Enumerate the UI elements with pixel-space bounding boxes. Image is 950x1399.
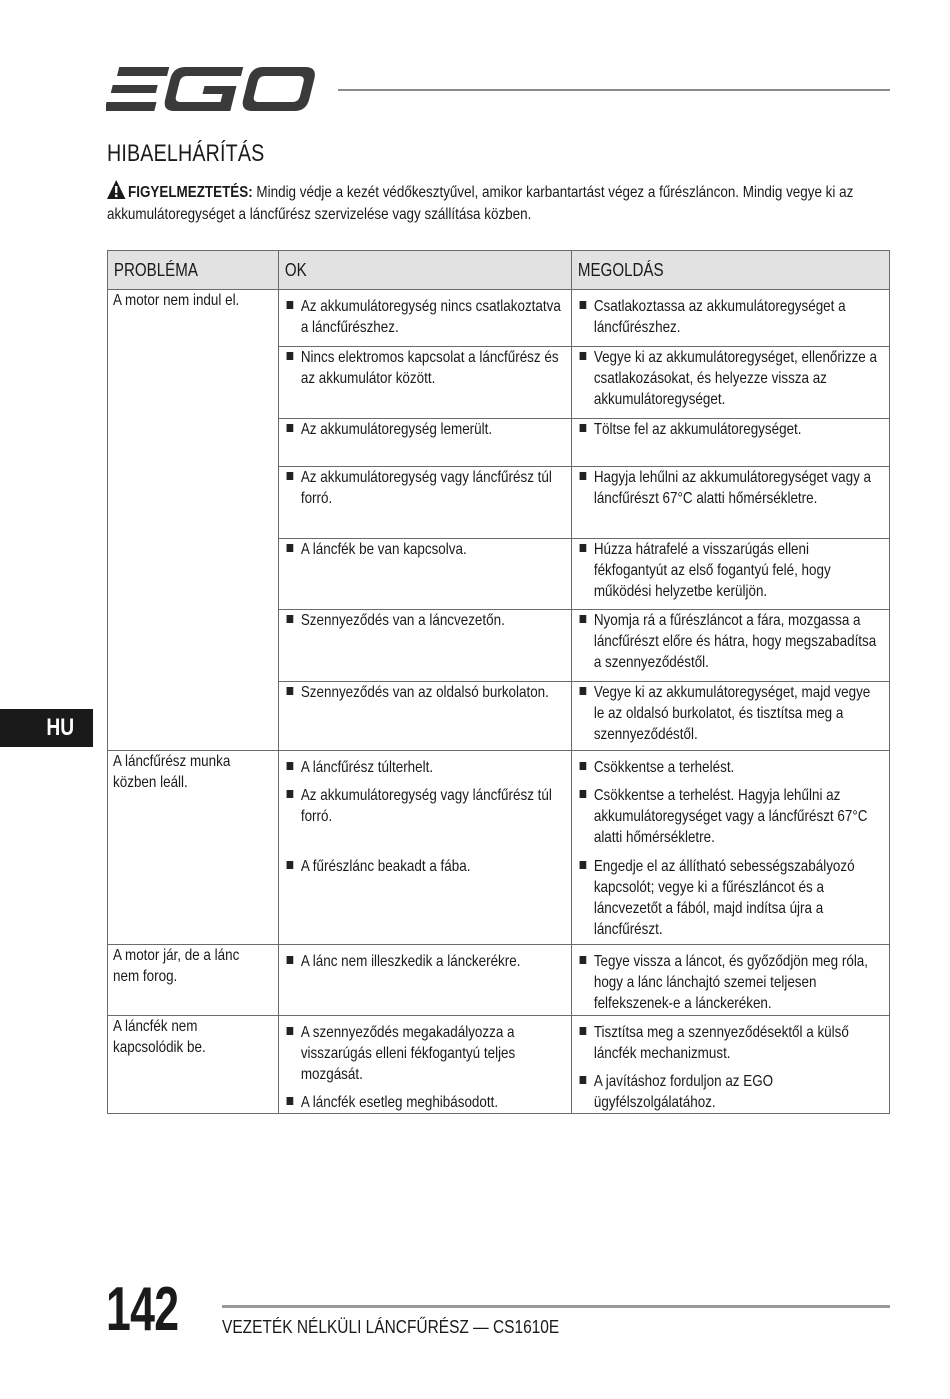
header-rule (338, 89, 890, 91)
footer-title: VEZETÉK NÉLKÜLI LÁNCFŰRÉSZ — CS1610E (222, 1317, 560, 1337)
cause-cell: A láncfék be van kapcsolva. (279, 539, 572, 610)
solution-cell: Nyomja rá a fűrészláncot a fára, mozgassa a láncfűrészt előre és hátra, hogy megszabadítsa a szennyeződéstől. (572, 610, 890, 682)
table-row (108, 1016, 890, 1114)
solution-cell: Csökkentse a terhelést. (572, 751, 890, 786)
solution-cell: Engedje el az állítható sebességszabályozó kapcsolót; vegye ki a fűrészláncot és a láncvezetőt a fából, majd indítsa újra a láncfűrészt. (572, 856, 890, 945)
header-cause: OK (279, 251, 572, 290)
table-header-row (108, 251, 890, 290)
warning-text: Mindig védje a kezét védőkesztyűvel, amikor karbantartást végez a fűrészláncon. Mindig vegye ki az akkumulátoregységet a láncfűrész szervizelése vagy szállítása közben. (107, 184, 854, 223)
header-solution: MEGOLDÁS (572, 251, 890, 290)
solution-cell: Töltse fel az akkumulátoregységet. (572, 419, 890, 467)
solution-cell: Tisztítsa meg a szennyeződésektől a külső láncfék mechanizmust. A javításhoz forduljon az EGO ügyfélszolgálatához. (572, 1016, 890, 1114)
table-row (108, 945, 890, 1016)
cause-cell: Az akkumulátoregység vagy láncfűrész túl forró. (279, 785, 572, 856)
cause-cell: A láncfűrész túlterhelt. (279, 751, 572, 786)
header-problem: PROBLÉMA (108, 251, 279, 290)
warning-notice (107, 180, 863, 226)
ego-logo (106, 64, 318, 114)
table-row (108, 290, 890, 347)
problem-cell: A motor jár, de a lánc nem forog. (108, 945, 279, 1016)
problem-cell: A láncfék nem kapcsolódik be. (108, 1016, 279, 1114)
problem-cell: A motor nem indul el. (108, 290, 279, 751)
cause-cell: Nincs elektromos kapcsolat a láncfűrész és az akkumulátor között. (279, 347, 572, 419)
page-title: HIBAELHÁRÍTÁS (107, 140, 265, 167)
troubleshooting-table (107, 250, 890, 1114)
cause-cell: A lánc nem illeszkedik a lánckerékre. (279, 945, 572, 1016)
warning-label: FIGYELMEZTETÉS: (128, 184, 253, 201)
table-row (108, 751, 890, 786)
solution-cell: Csatlakoztassa az akkumulátoregységet a láncfűrészhez. (572, 290, 890, 347)
cause-cell: Az akkumulátoregység lemerült. (279, 419, 572, 467)
solution-cell: Húzza hátrafelé a visszarúgás elleni fékfogantyút az első fogantyú felé, hogy működési helyzetbe kerüljön. (572, 539, 890, 610)
cause-cell: Szennyeződés van az oldalsó burkolaton. (279, 682, 572, 751)
solution-cell: Hagyja lehűlni az akkumulátoregységet vagy a láncfűrészt 67°C alatti hőmérsékletre. (572, 467, 890, 539)
cause-cell: Az akkumulátoregység vagy láncfűrész túl forró. (279, 467, 572, 539)
page-number: 142 (106, 1275, 179, 1344)
language-tab: HU (0, 709, 93, 747)
cause-cell: Szennyeződés van a láncvezetőn. (279, 610, 572, 682)
warning-triangle-icon (107, 180, 125, 199)
footer-rule (222, 1305, 890, 1308)
solution-cell: Tegye vissza a láncot, és győződjön meg róla, hogy a lánc lánchajtó szemei teljesen felfekszenek-e a lánckeréken. (572, 945, 890, 1016)
solution-cell: Vegye ki az akkumulátoregységet, ellenőrizze a csatlakozásokat, és helyezze vissza az akkumulátoregységet. (572, 347, 890, 419)
cause-cell: A szennyeződés megakadályozza a visszarúgás elleni fékfogantyú teljes mozgását. A láncfék esetleg meghibásodott. (279, 1016, 572, 1114)
solution-cell: Csökkentse a terhelést. Hagyja lehűlni az akkumulátoregységet vagy a láncfűrészt 67°C alatti hőmérsékletre. (572, 785, 890, 856)
solution-cell: Vegye ki az akkumulátoregységet, majd vegye le az oldalsó burkolatot, és tisztítsa meg a szennyeződéstől. (572, 682, 890, 751)
cause-cell: A fűrészlánc beakadt a fába. (279, 856, 572, 945)
cause-cell: Az akkumulátoregység nincs csatlakoztatva a láncfűrészhez. (279, 290, 572, 347)
problem-cell: A láncfűrész munka közben leáll. (108, 751, 279, 945)
